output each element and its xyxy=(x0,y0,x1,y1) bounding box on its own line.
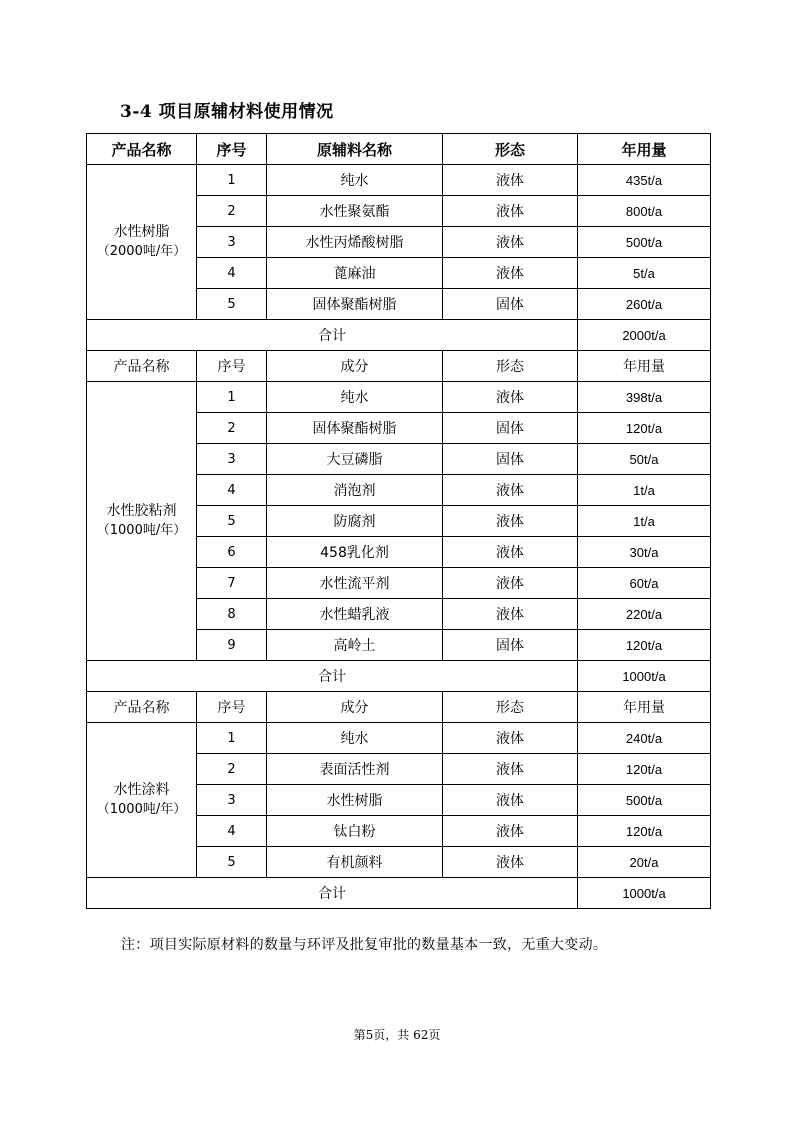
material-cell: 纯水 xyxy=(267,382,443,413)
form-cell: 液体 xyxy=(443,382,578,413)
seq-cell: 8 xyxy=(197,599,267,630)
amount-cell: 220t/a xyxy=(578,599,711,630)
seq-cell: 2 xyxy=(197,413,267,444)
product-capacity: （1000吨/年） xyxy=(96,523,187,538)
form-cell: 液体 xyxy=(443,506,578,537)
seq-cell: 3 xyxy=(197,227,267,258)
form-cell: 液体 xyxy=(443,599,578,630)
header-product: 产品名称 xyxy=(87,134,197,165)
seq-cell: 1 xyxy=(197,382,267,413)
header-seq: 序号 xyxy=(197,692,267,723)
material-cell: 表面活性剂 xyxy=(267,754,443,785)
product-name: 水性树脂 xyxy=(113,224,170,240)
product-cell xyxy=(87,723,197,878)
material-cell: 蓖麻油 xyxy=(267,258,443,289)
table-header-row xyxy=(87,134,711,165)
header-form: 形态 xyxy=(443,134,578,165)
amount-cell: 20t/a xyxy=(578,847,711,878)
form-cell: 固体 xyxy=(443,289,578,320)
product-cell xyxy=(87,165,197,320)
header-name: 成分 xyxy=(267,351,443,382)
amount-cell: 260t/a xyxy=(578,289,711,320)
amount-cell: 120t/a xyxy=(578,754,711,785)
form-cell: 液体 xyxy=(443,568,578,599)
product-cell xyxy=(87,382,197,661)
material-cell: 水性蜡乳液 xyxy=(267,599,443,630)
seq-cell: 4 xyxy=(197,475,267,506)
form-cell: 液体 xyxy=(443,258,578,289)
seq-cell: 2 xyxy=(197,754,267,785)
amount-cell: 800t/a xyxy=(578,196,711,227)
header-seq: 序号 xyxy=(197,351,267,382)
material-cell: 458乳化剂 xyxy=(267,537,443,568)
material-cell: 钛白粉 xyxy=(267,816,443,847)
form-cell: 液体 xyxy=(443,165,578,196)
material-cell: 水性树脂 xyxy=(267,785,443,816)
form-cell: 液体 xyxy=(443,723,578,754)
seq-cell: 2 xyxy=(197,196,267,227)
form-cell: 固体 xyxy=(443,413,578,444)
product-capacity: （2000吨/年） xyxy=(96,244,187,259)
header-name: 原辅料名称 xyxy=(267,134,443,165)
total-row xyxy=(87,320,711,351)
header-seq: 序号 xyxy=(197,134,267,165)
total-label: 合计 xyxy=(87,878,578,909)
material-cell: 纯水 xyxy=(267,165,443,196)
product-capacity: （1000吨/年） xyxy=(96,802,187,817)
form-cell: 液体 xyxy=(443,816,578,847)
amount-cell: 500t/a xyxy=(578,785,711,816)
material-cell: 有机颜料 xyxy=(267,847,443,878)
form-cell: 固体 xyxy=(443,444,578,475)
header-name: 成分 xyxy=(267,692,443,723)
total-amount: 1000t/a xyxy=(578,661,711,692)
header-product: 产品名称 xyxy=(87,351,197,382)
total-row xyxy=(87,878,711,909)
material-cell: 消泡剂 xyxy=(267,475,443,506)
material-cell: 水性丙烯酸树脂 xyxy=(267,227,443,258)
form-cell: 液体 xyxy=(443,785,578,816)
table-row xyxy=(87,382,711,413)
header-amount: 年用量 xyxy=(578,351,711,382)
material-cell: 大豆磷脂 xyxy=(267,444,443,475)
table-row xyxy=(87,165,711,196)
seq-cell: 4 xyxy=(197,816,267,847)
header-form: 形态 xyxy=(443,351,578,382)
amount-cell: 120t/a xyxy=(578,630,711,661)
section-title: 3-4 项目原辅材料使用情况 xyxy=(120,102,334,122)
seq-cell: 5 xyxy=(197,506,267,537)
material-cell: 高岭土 xyxy=(267,630,443,661)
seq-cell: 9 xyxy=(197,630,267,661)
product-name: 水性涂料 xyxy=(113,782,170,798)
form-cell: 液体 xyxy=(443,754,578,785)
note-text: 注：项目实际原材料的数量与环评及批复审批的数量基本一致，无重大变动。 xyxy=(121,937,608,953)
form-cell: 液体 xyxy=(443,537,578,568)
seq-cell: 6 xyxy=(197,537,267,568)
table-row xyxy=(87,723,711,754)
material-cell: 水性聚氨酯 xyxy=(267,196,443,227)
seq-cell: 4 xyxy=(197,258,267,289)
seq-cell: 3 xyxy=(197,785,267,816)
seq-cell: 7 xyxy=(197,568,267,599)
total-label: 合计 xyxy=(87,661,578,692)
amount-cell: 120t/a xyxy=(578,413,711,444)
seq-cell: 5 xyxy=(197,847,267,878)
amount-cell: 60t/a xyxy=(578,568,711,599)
amount-cell: 50t/a xyxy=(578,444,711,475)
product-name: 水性胶粘剂 xyxy=(106,503,177,519)
amount-cell: 435t/a xyxy=(578,165,711,196)
total-label: 合计 xyxy=(87,320,578,351)
form-cell: 液体 xyxy=(443,847,578,878)
amount-cell: 120t/a xyxy=(578,816,711,847)
total-row xyxy=(87,661,711,692)
form-cell: 固体 xyxy=(443,630,578,661)
page-footer: 第5页，共 62页 xyxy=(353,1028,441,1042)
table-header-row xyxy=(87,351,711,382)
seq-cell: 1 xyxy=(197,723,267,754)
header-product: 产品名称 xyxy=(87,692,197,723)
table-header-row xyxy=(87,692,711,723)
material-cell: 固体聚酯树脂 xyxy=(267,289,443,320)
header-form: 形态 xyxy=(443,692,578,723)
seq-cell: 1 xyxy=(197,165,267,196)
material-cell: 水性流平剂 xyxy=(267,568,443,599)
amount-cell: 30t/a xyxy=(578,537,711,568)
form-cell: 液体 xyxy=(443,475,578,506)
material-cell: 固体聚酯树脂 xyxy=(267,413,443,444)
seq-cell: 5 xyxy=(197,289,267,320)
form-cell: 液体 xyxy=(443,196,578,227)
materials-table xyxy=(86,133,711,909)
amount-cell: 1t/a xyxy=(578,475,711,506)
material-cell: 防腐剂 xyxy=(267,506,443,537)
amount-cell: 1t/a xyxy=(578,506,711,537)
amount-cell: 5t/a xyxy=(578,258,711,289)
amount-cell: 398t/a xyxy=(578,382,711,413)
total-amount: 2000t/a xyxy=(578,320,711,351)
material-cell: 纯水 xyxy=(267,723,443,754)
seq-cell: 3 xyxy=(197,444,267,475)
total-amount: 1000t/a xyxy=(578,878,711,909)
form-cell: 液体 xyxy=(443,227,578,258)
header-amount: 年用量 xyxy=(578,134,711,165)
header-amount: 年用量 xyxy=(578,692,711,723)
amount-cell: 240t/a xyxy=(578,723,711,754)
amount-cell: 500t/a xyxy=(578,227,711,258)
